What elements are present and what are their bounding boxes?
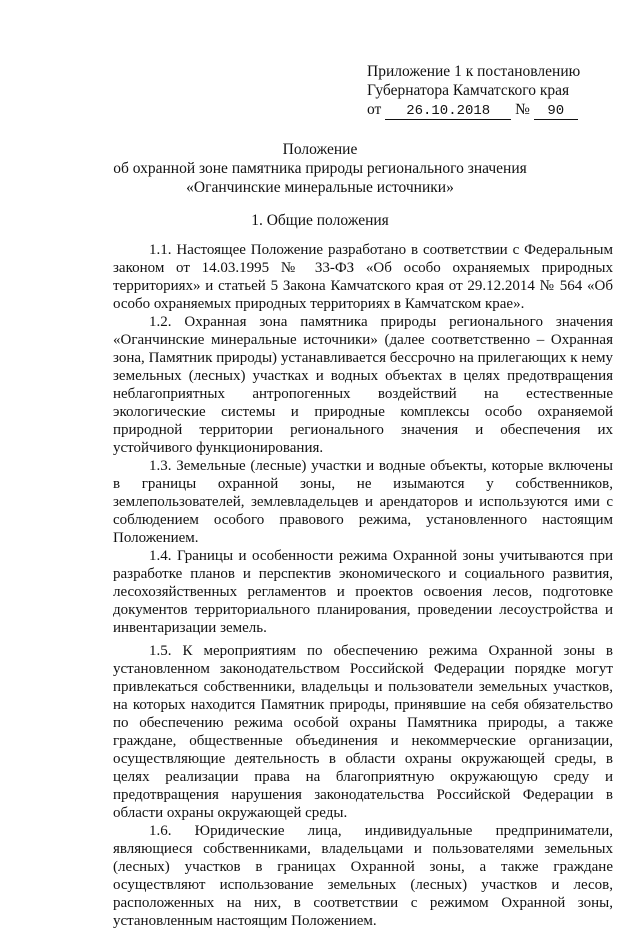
- paragraph-1-5: 1.5. К мероприятиям по обеспечению режима Охранной зоны в установленном законодательством Российской Федерации порядке могут привлекаться собственники, владельцы и пользователи земельных участков, на которых находится Памятник природы, принявшие на себя обязательство по обеспечению режима особой охраны Памятника природы, а также граждане, общественные объединения и некоммерческие организации, осуществляющие деятельность в области охраны окружающей среды, в целях реализации права на благоприятную окружающую среду и предотвращения нарушения законодательства Российской Федерации в области охраны окружающей среды.: [113, 643, 613, 821]
- section-heading: 1. Общие положения: [251, 212, 389, 229]
- paragraph-1-2: 1.2. Охранная зона памятника природы регионального значения «Оганчинские минеральные источники» (далее соответственно – Охранная зона, Памятник природы) устанавливается бессрочно на прилегающих к нему земельных (лесных) участках и водных объектах в целях предотвращения неблагоприятных антропогенных воздействий на естественные экологические системы и природные комплексы особо охраняемой природной территории регионального значения и обеспечения их устойчивого функционирования.: [113, 314, 613, 456]
- paragraph-1-4: 1.4. Границы и особенности режима Охранной зоны учитываются при разработке планов и перспектив экономического и социального развития, лесохозяйственных регламентов и проектов освоения лесов, подготовке документов территориального планирования, проведении лесоустройства и инвентаризации земель.: [113, 548, 613, 636]
- paragraph-1-3: 1.3. Земельные (лесные) участки и водные объекты, которые включены в границы охранной зоны, не изымаются у собственников, землепользователей, землевладельцев и арендаторов и используются ими с соблюдением особого правового режима, установленного настоящим Положением.: [113, 458, 613, 546]
- appendix-line-1: Приложение 1 к постановлению: [367, 63, 581, 80]
- title-line-3: «Оганчинские минеральные источники»: [186, 179, 454, 196]
- appendix-header: [367, 62, 627, 120]
- appendix-line-2: Губернатора Камчатского края: [367, 82, 570, 99]
- paragraph-1-6: 1.6. Юридические лица, индивидуальные предприниматели, являющиеся собственниками, владельцами и пользователями земельных (лесных) участков в границах Охранной зоны, а также граждане осуществляют использование земельных (лесных) участков и лесов, расположенных на них, в соответствии с режимом Охранной зоны, установленным настоящим Положением.: [113, 823, 613, 929]
- appendix-date-line: [367, 100, 627, 120]
- title-line-2: об охранной зоне памятника природы регионального значения: [113, 160, 527, 177]
- from-label: от: [367, 101, 382, 118]
- paragraph-1-1: 1.1. Настоящее Положение разработано в соответствии с Федеральным законом от 14.03.1995 № 33-ФЗ «Об особо охраняемых природных территориях» и статьей 5 Закона Камчатского края от 29.12.2014 № 564 «Об особо охраняемых природных территориях в Камчатском крае».: [113, 242, 613, 312]
- document-body: [113, 241, 613, 930]
- title-line-1: Положение: [282, 141, 358, 158]
- document-number: 90: [534, 103, 578, 120]
- number-sign: №: [515, 101, 530, 118]
- document-title: [0, 140, 640, 197]
- document-date: 26.10.2018: [385, 103, 511, 120]
